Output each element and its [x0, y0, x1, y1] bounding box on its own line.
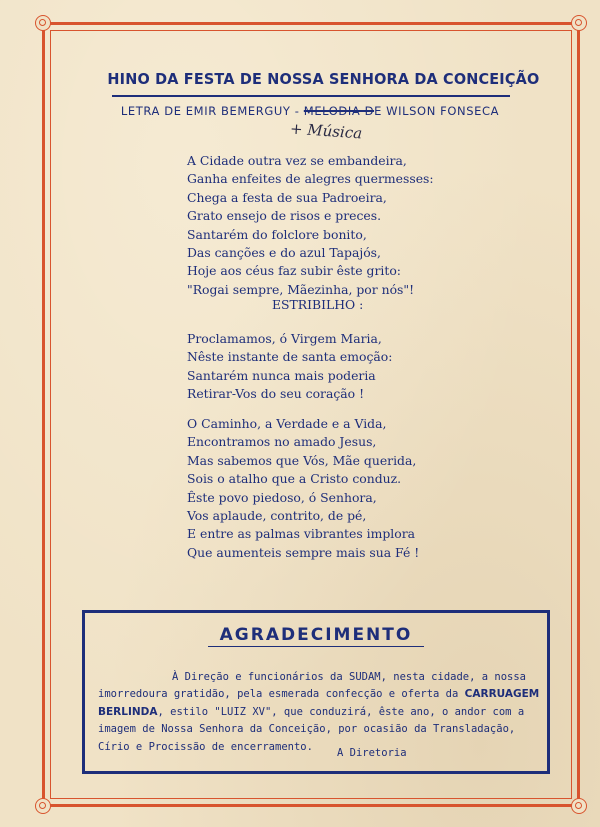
handwritten-correction: + Música [289, 119, 363, 143]
ack-line: À Direção e funcionários da SUDAM, nesta cidade, a nossa [172, 671, 527, 683]
verse-line: Retirar-Vos do seu coração ! [187, 386, 365, 402]
verse-line: Das canções e do azul Tapajós, [187, 245, 381, 261]
verse-line: O Caminho, a Verdade e a Vida, [187, 416, 387, 431]
verse-line: Proclamamos, ó Virgem Maria, [187, 331, 382, 346]
stanza-1 [187, 152, 487, 299]
acknowledgement-text [98, 669, 540, 756]
refrain [187, 330, 487, 404]
hymn-title: HINO DA FESTA DE NOSSA SENHORA DA CONCEIÇÃO [107, 70, 540, 88]
credits-lyrics: LETRA DE EMIR BEMERGUY - [120, 104, 304, 118]
verse-line: Vos aplaude, contrito, de pé, [187, 508, 367, 524]
credits-line [100, 104, 520, 118]
verse-line: Chega a festa de sua Padroeira, [187, 189, 387, 205]
verse-line: Que aumenteis sempre mais sua Fé ! [187, 544, 420, 560]
verse-line: Encontramos no amado Jesus, [187, 434, 377, 450]
verse-line: Sois o atalho que a Cristo conduz. [187, 471, 402, 487]
verse-line: "Rogai sempre, Mãezinha, por nós"! [187, 281, 415, 297]
ack-line: imagem de Nossa Senhora da Conceição, por ocasião da Transladação, [98, 723, 516, 736]
ack-emphasis: BERLINDA [98, 705, 158, 718]
credits-composer: E WILSON FONSECA [374, 104, 500, 118]
verse-line: Nêste instante de santa emoção: [187, 349, 393, 365]
corner-ornament-icon [35, 798, 51, 814]
credits-struck-word: MELODIA D [303, 104, 375, 118]
verse-line: Santarém nunca mais poderia [187, 367, 376, 383]
corner-ornament-icon [35, 15, 51, 31]
verse-line: Mas sabemos que Vós, Mãe querida, [187, 452, 417, 468]
acknowledgement-title-underline [208, 646, 424, 647]
ack-line-text: , estilo "LUIZ XV", que conduzirá, êste ano, o andor com a [157, 705, 525, 718]
verse-line: Santarém do folclore bonito, [187, 226, 367, 242]
refrain-label: ESTRIBILHO : [272, 297, 364, 312]
corner-ornament-icon [571, 15, 587, 31]
ack-line: Círio e Procissão de encerramento. [98, 740, 313, 753]
verse-line: Ganha enfeites de alegres quermesses: [187, 171, 434, 187]
corner-ornament-icon [571, 798, 587, 814]
ack-emphasis: CARRUAGEM [464, 688, 540, 701]
ack-line [98, 704, 534, 721]
verse-line: Hoje aos céus faz subir êste grito: [187, 263, 401, 279]
stanza-2 [187, 415, 487, 562]
verse-line: Grato ensejo de risos e preces. [187, 208, 382, 224]
acknowledgement-signature: A Diretoria [337, 747, 407, 759]
ack-line [98, 686, 540, 703]
verse-line: A Cidade outra vez se embandeira, [187, 153, 407, 168]
verse-line: E entre as palmas vibrantes implora [187, 526, 416, 542]
title-underline [112, 95, 510, 97]
ack-line-text: imorredoura gratidão, pela esmerada confecção e oferta da [98, 688, 465, 701]
acknowledgement-title: AGRADECIMENTO [219, 625, 413, 645]
verse-line: Êste povo piedoso, ó Senhora, [187, 489, 377, 505]
